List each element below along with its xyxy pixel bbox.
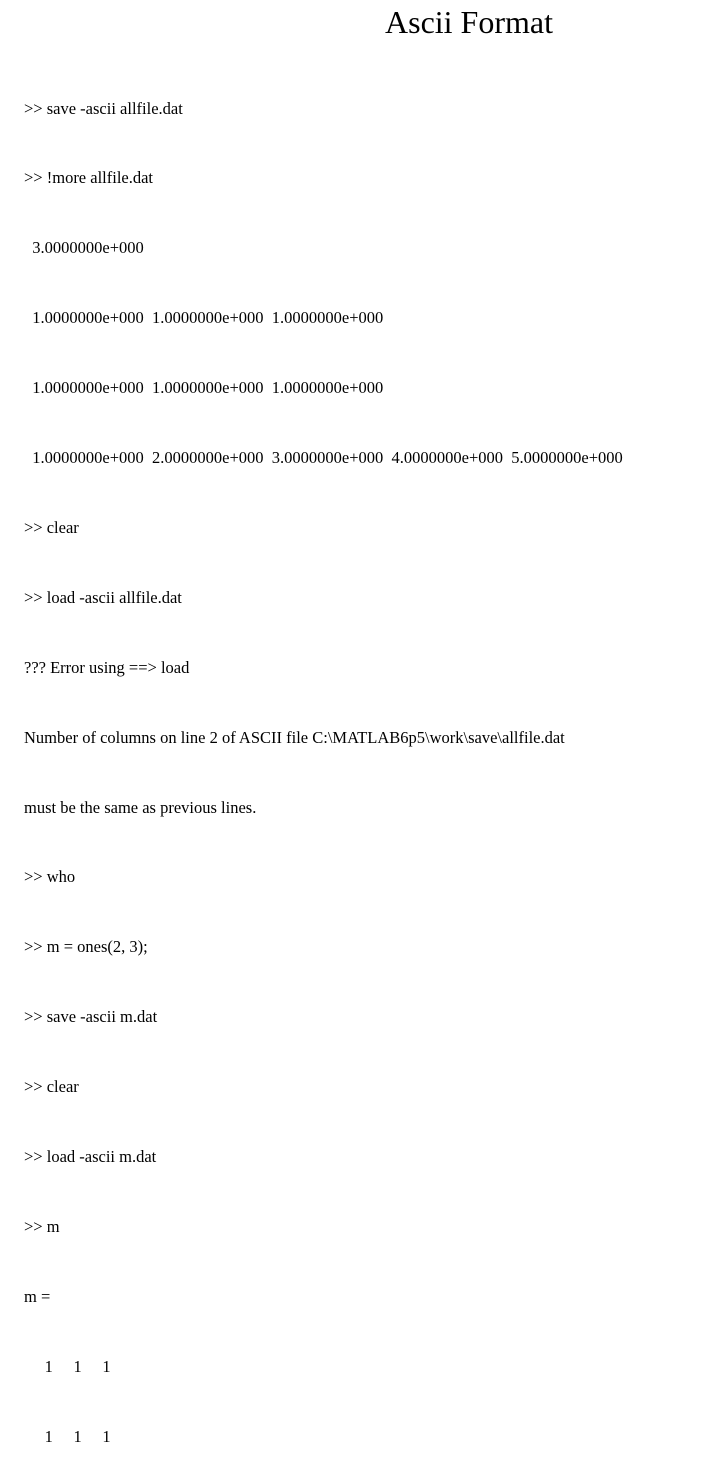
console-line: >> save -ascii m.dat [24,1007,158,1027]
matrix-row: 1 1 1 [24,1356,111,1376]
matrix-row: 1 1 1 [24,1426,111,1446]
console-line: 1.0000000e+000 1.0000000e+000 1.0000000e+000 [24,378,384,398]
console-line: 3.0000000e+000 [24,238,144,258]
console-line: >> who [24,867,76,887]
console-line: >> clear [24,1077,79,1097]
console-error-line: Number of columns on line 2 of ASCII file C:\MATLAB6p5\work\save\allfile.dat [24,727,565,747]
console-line: >> save -ascii allfile.dat [24,98,183,118]
console-line: >> m = ones(2, 3); [24,937,148,957]
console-error-line: ??? Error using ==> load [24,657,190,677]
console-line: >> clear [24,517,79,537]
matlab-console-transcript [24,50,623,1471]
console-line: m = [24,1286,51,1306]
console-line: 1.0000000e+000 2.0000000e+000 3.0000000e+000 4.0000000e+000 5.0000000e+000 [24,448,623,468]
console-error-line: must be the same as previous lines. [24,797,257,817]
console-line: >> m [24,1216,60,1236]
console-line: 1.0000000e+000 1.0000000e+000 1.0000000e+000 [24,308,384,328]
console-line: >> load -ascii allfile.dat [24,587,182,607]
console-line: >> load -ascii m.dat [24,1146,157,1166]
slide-title: Ascii Format [385,4,553,40]
console-line: >> !more allfile.dat [24,168,154,188]
